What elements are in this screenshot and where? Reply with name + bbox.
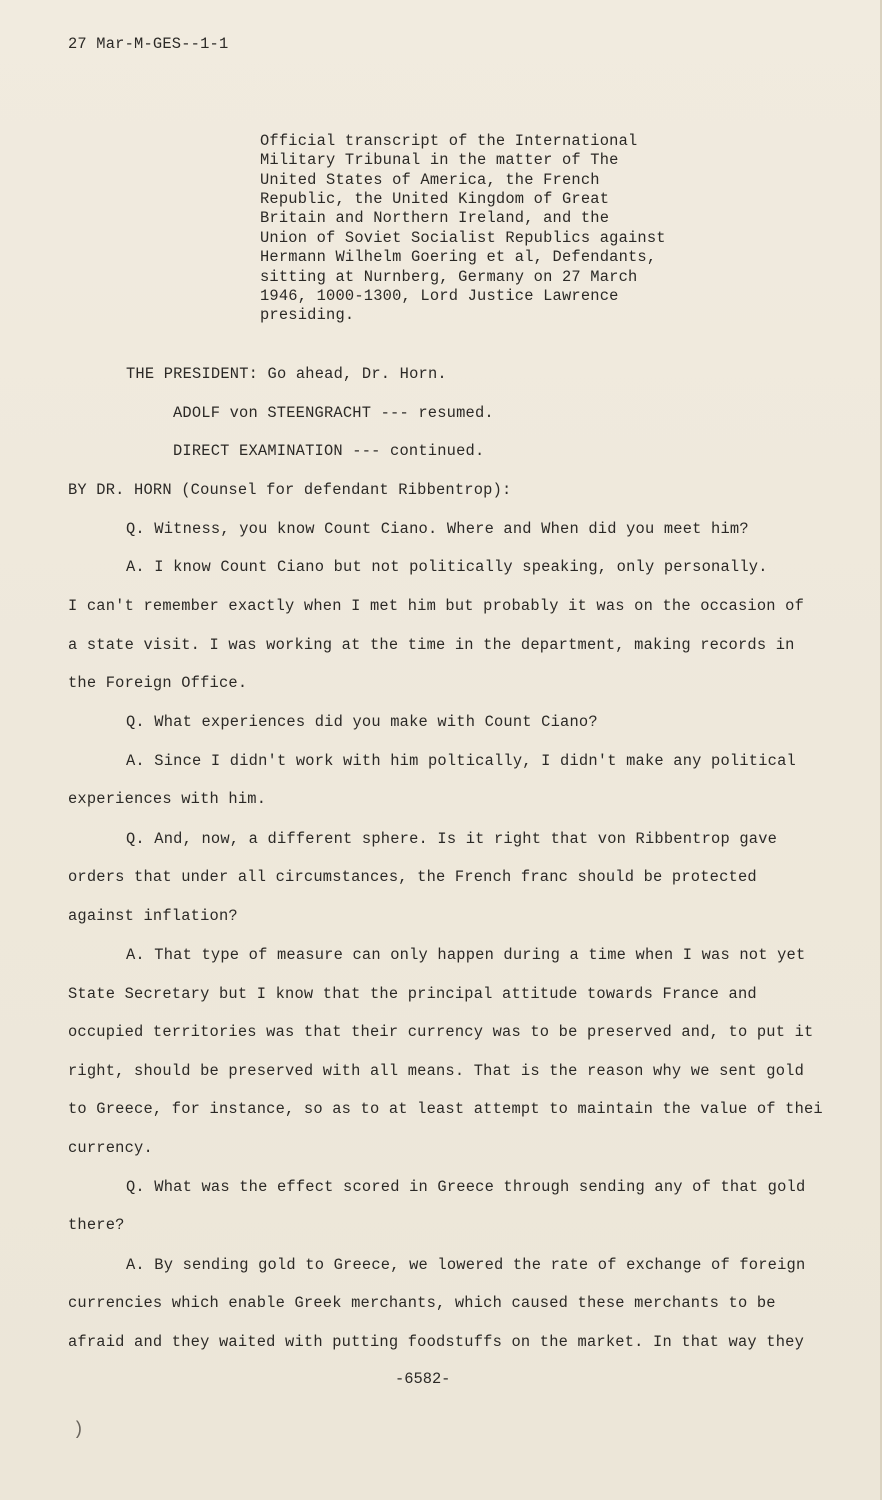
heading-line: Union of Soviet Socialist Republics against <box>260 229 666 247</box>
body-line: Q. What experiences did you make with Count Ciano? <box>126 713 598 731</box>
body-line: currency. <box>68 1139 153 1157</box>
body-line: A. By sending gold to Greece, we lowered the rate of exchange of foreign <box>126 1256 806 1274</box>
body-line: occupied territories was that their currency was to be preserved and, to put it <box>68 1023 814 1041</box>
body-line: Q. Witness, you know Count Ciano. Where and When did you meet him? <box>126 520 749 538</box>
heading-line: Military Tribunal in the matter of The <box>260 151 619 169</box>
body-line: there? <box>68 1216 125 1234</box>
body-line: to Greece, for instance, so as to at least attempt to maintain the value of thei <box>68 1100 823 1118</box>
body-line: Q. What was the effect scored in Greece through sending any of that gold <box>126 1178 806 1196</box>
body-line: ADOLF von STEENGRACHT --- resumed. <box>173 404 494 422</box>
body-line: A. That type of measure can only happen during a time when I was not yet <box>126 946 806 964</box>
body-line: against inflation? <box>68 907 238 925</box>
body-line: orders that under all circumstances, the French franc should be protected <box>68 868 757 886</box>
body-line: BY DR. HORN (Counsel for defendant Ribbentrop): <box>68 481 512 499</box>
heading-line: Britain and Northern Ireland, and the <box>260 209 610 227</box>
body-line: a state visit. I was working at the time in the department, making records in <box>68 636 795 654</box>
body-line: currencies which enable Greek merchants, which caused these merchants to be <box>68 1294 776 1312</box>
body-line: A. Since I didn't work with him poltically, I didn't make any political <box>126 752 796 770</box>
heading-line: 1946, 1000-1300, Lord Justice Lawrence <box>260 287 619 305</box>
document-reference: 27 Mar-M-GES--1-1 <box>68 35 229 53</box>
page-number: -6582- <box>395 1370 451 1388</box>
body-line: A. I know Count Ciano but not politically speaking, only personally. <box>126 558 768 576</box>
body-line: experiences with him. <box>68 790 267 808</box>
body-line: Q. And, now, a different sphere. Is it right that von Ribbentrop gave <box>126 830 778 848</box>
heading-line: Official transcript of the International <box>260 132 638 150</box>
margin-mark: ) <box>73 1420 84 1440</box>
heading-line: presiding. <box>260 306 355 324</box>
heading-line: Republic, the United Kingdom of Great <box>260 190 610 208</box>
heading-line: United States of America, the French <box>260 171 600 189</box>
heading-line: sitting at Nurnberg, Germany on 27 March <box>260 268 638 286</box>
body-line: the Foreign Office. <box>68 674 248 692</box>
body-line: State Secretary but I know that the principal attitude towards France and <box>68 985 757 1003</box>
heading-line: Hermann Wilhelm Goering et al, Defendants, <box>260 248 657 266</box>
body-line: afraid and they waited with putting foodstuffs on the market. In that way they <box>68 1333 804 1351</box>
body-line: THE PRESIDENT: Go ahead, Dr. Horn. <box>126 365 447 383</box>
body-line: DIRECT EXAMINATION --- continued. <box>173 442 485 460</box>
body-line: right, should be preserved with all means. That is the reason why we sent gold <box>68 1062 804 1080</box>
body-line: I can't remember exactly when I met him but probably it was on the occasion of <box>68 597 804 615</box>
